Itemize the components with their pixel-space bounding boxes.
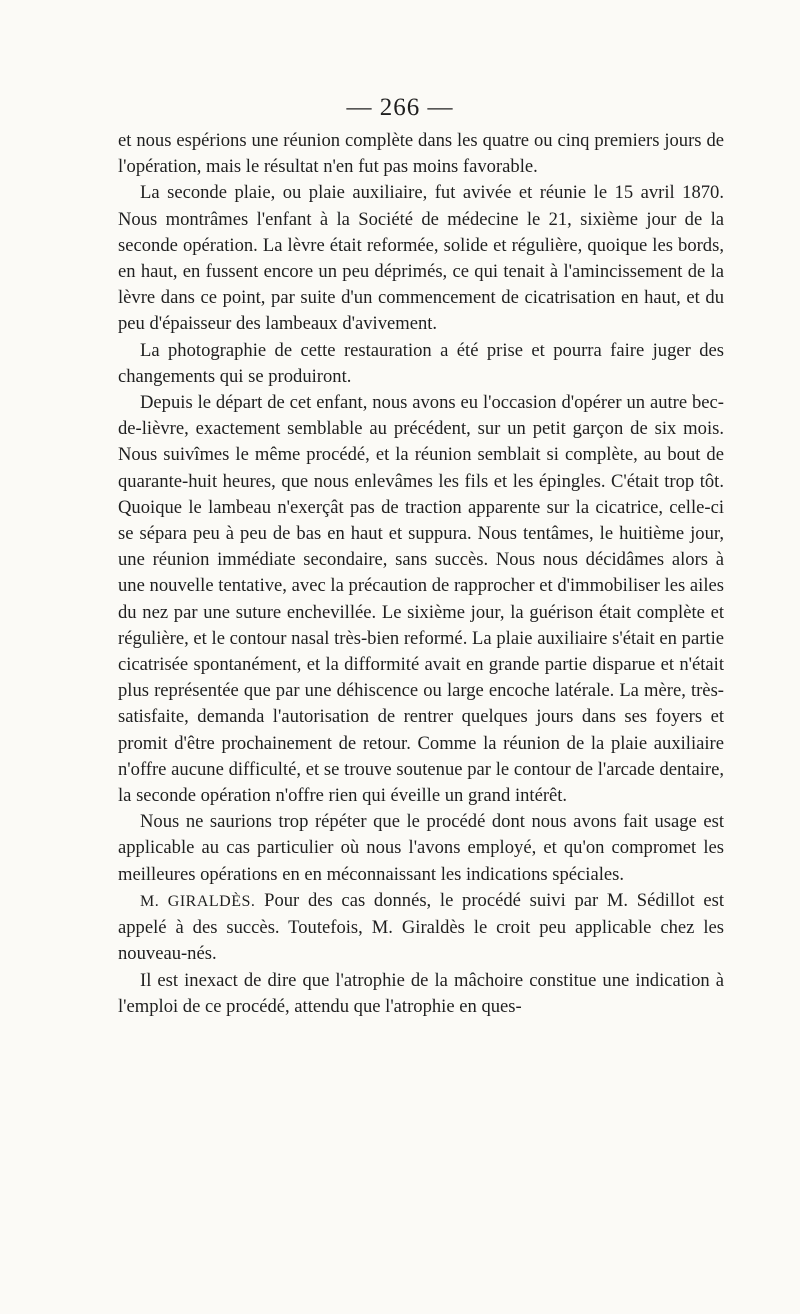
paragraph-photograph: La photographie de cette restauration a été prise et pourra faire juger des changements qui se produiront. [118, 339, 724, 387]
paragraph-continuation: et nous espérions une réunion complète dans les quatre ou cinq premiers jours de l'opération, mais le résultat n'en fut pas moins favorable. [118, 130, 724, 178]
page-body [118, 128, 724, 1020]
paragraph-second-case: Depuis le départ de cet enfant, nous avons eu l'occasion d'opérer un autre bec-de-lièvre, exactement semblable au précédent, sur un petit garçon de six mois. Nous suivîmes le même procédé, et la réunion semblait si complète, au bout de quarante-huit heures, que nous enlevâmes les fils et les épingles. C'était trop tôt. Quoique le lambeau n'exerçât pas de traction apparente sur la cicatrice, celle-ci se sépara peu à peu de bas en haut et suppura. Nous tentâmes, le huitième jour, une réunion immédiate secondaire, sans succès. Nous nous décidâmes alors à une nouvelle tentative, avec la précaution de rapprocher et d'immobiliser les ailes du nez par une suture enchevillée. Le sixième jour, la guérison était complète et régulière, et le contour nasal très-bien reformé. La plaie auxiliaire s'était en partie cicatrisée spontanément, et la difformité avait en grande partie disparue et n'était plus représentée que par une déhiscence ou large encoche latérale. La mère, très-satisfaite, demanda l'autorisation de rentrer quelques jours dans ses foyers et promit d'être prochainement de retour. Comme la réunion de la plaie auxiliaire n'offre aucune difficulté, et se trouve soutenue par le contour de l'arcade dentaire, la seconde opération n'offre rien qui éveille un grand intérêt. [118, 392, 724, 807]
speaker-name: M. GIRALDÈS. [140, 892, 256, 910]
page-number: — 266 — [346, 94, 454, 121]
paragraph-second-wound: La seconde plaie, ou plaie auxiliaire, fut avivée et réunie le 15 avril 1870. Nous montrâmes l'enfant à la Société de médecine le 21, sixième jour de la seconde opération. La lèvre était reformée, solide et régulière, quoique les bords, en haut, en fussent encore un peu déprimés, ce qui tenait à l'amincissement de la lèvre dans ce point, par suite d'un commencement de cicatrisation en haut, et du peu d'épaisseur des lambeaux d'avivement. [118, 182, 724, 335]
remark-text: Pour des cas donnés, le procédé suivi par M. Sédillot est appelé à des succès. Toutefois, M. Giraldès le croit peu applicable chez les nouveau-nés. [118, 889, 724, 965]
paragraph-conclusion: Nous ne saurions trop répéter que le procédé dont nous avons fait usage est applicable au cas particulier où nous l'avons employé, et qu'on compromet les meilleures opérations en en méconnaissant les indications spéciales. [118, 811, 724, 885]
paragraph-final: Il est inexact de dire que l'atrophie de la mâchoire constitue une indication à l'emploi de ce procédé, attendu que l'atrophie en ques- [118, 969, 724, 1017]
paragraph-remark [118, 888, 724, 968]
